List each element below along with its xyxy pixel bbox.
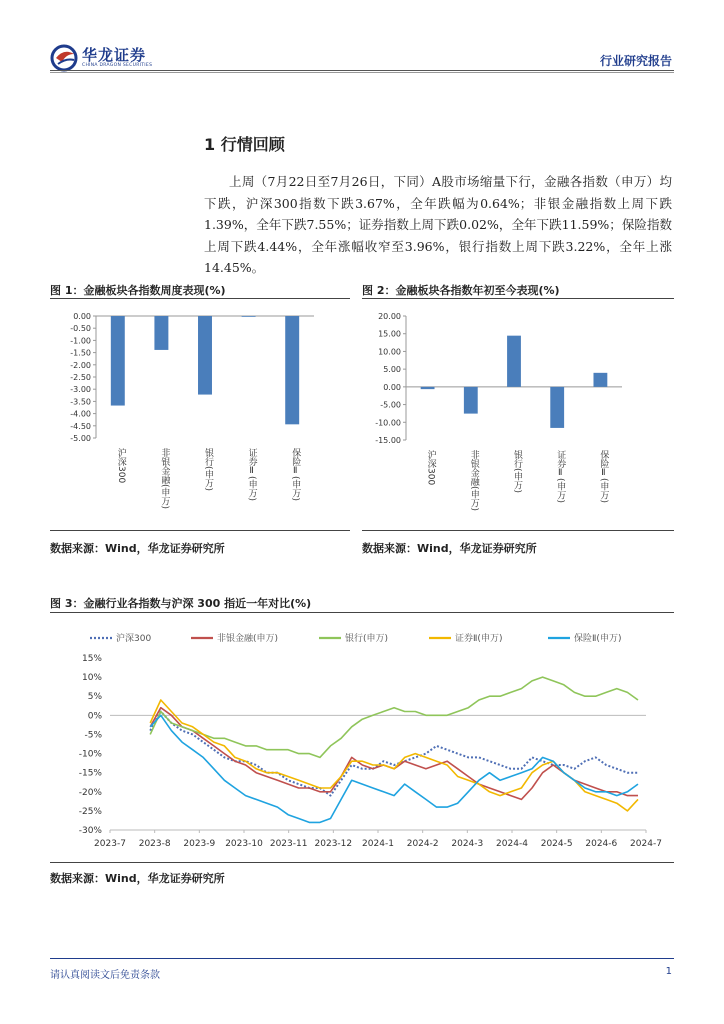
line-y-tick-label: -5%	[84, 730, 102, 741]
line-x-tick-label: 2023-9	[183, 839, 216, 849]
line-x-tick-label: 2024-2	[406, 839, 439, 849]
ytd-y-tick-label: -15.00	[375, 436, 401, 445]
ytd-y-tick-label: 10.00	[378, 347, 401, 357]
ytd-category-label: 沪深300	[425, 450, 436, 486]
ytd-bar-1	[421, 387, 435, 389]
line-x-tick-label: 2023-12	[314, 839, 353, 849]
line-x-tick-label: 2023-8	[138, 839, 171, 849]
report-type: 行业研究报告	[599, 54, 672, 68]
chart-weekly-performance	[50, 302, 350, 530]
ytd-category-label: 银行(申万)	[512, 450, 522, 494]
legend-item-3	[319, 632, 388, 644]
market-review-paragraph: 上周（7月22日至7月26日，下同）A股市场缩量下行，金融各指数（申万）均下跌，沪深300指数下跌3.67%，全年跌幅为0.64%；非银金融指数上周下跌1.39%，全年下跌7.55%；证券指数上周下跌0.02%，全年下跌11.59%；保险指数上周下跌4.44%，全年涨幅收窄至3.96%，银行指数上周下跌3.22%，全年上涨14.45%。	[204, 174, 672, 275]
line-y-tick-label: -20%	[78, 787, 102, 798]
ytd-bar-5	[593, 373, 607, 387]
ytd-bar-3	[507, 336, 521, 387]
legend-label: 非银金融(申万)	[217, 634, 279, 644]
ytd-y-tick-label: -5.00	[380, 400, 401, 410]
weekly-y-tick-label: -4.50	[70, 421, 91, 431]
line-x-tick-label: 2024-4	[496, 839, 528, 849]
weekly-category-label: 沪深300	[115, 448, 126, 484]
line-x-tick-label: 2023-7	[94, 839, 126, 849]
weekly-category-label: 银行(申万)	[203, 448, 213, 492]
weekly-bar-4	[242, 316, 256, 317]
weekly-bar-1	[111, 316, 125, 406]
chart-ytd-performance	[362, 302, 674, 530]
weekly-bar-5	[285, 316, 299, 424]
line-y-tick-label: 15%	[81, 654, 102, 664]
line-y-tick-label: 10%	[81, 673, 102, 684]
ytd-category-label: 保险Ⅱ(申万)	[598, 450, 609, 504]
figure3-rule	[50, 612, 674, 613]
legend-item-1	[90, 632, 151, 644]
line-x-tick-label: 2023-11	[269, 839, 308, 849]
line-x-tick-label: 2023-10	[225, 839, 263, 849]
chart-one-year-comparison	[50, 618, 674, 858]
figure1-rule	[50, 298, 350, 299]
ytd-y-tick-label: 5.00	[383, 365, 401, 375]
weekly-y-tick-label: -2.00	[70, 360, 91, 370]
line-x-tick-label: 2024-7	[630, 839, 662, 849]
line-x-tick-label: 2024-5	[540, 839, 573, 849]
footer-disclaimer: 请认真阅读文后免责条款	[50, 970, 160, 981]
ytd-bar-4	[550, 387, 564, 428]
weekly-y-tick-label: -2.50	[70, 373, 91, 382]
header-divider	[50, 70, 674, 71]
weekly-y-tick-label: 0.00	[73, 312, 91, 321]
logo-icon	[50, 44, 80, 72]
line-y-tick-label: -25%	[78, 806, 102, 817]
weekly-y-tick-label: -3.00	[70, 385, 91, 395]
figure2-title: 图 2：金融板块各指数年初至今表现(%)	[362, 284, 560, 297]
weekly-y-tick-label: -5.00	[70, 434, 91, 443]
weekly-y-tick-label: -0.50	[70, 324, 91, 334]
series-line-4	[150, 700, 638, 811]
legend-item-2	[191, 632, 278, 644]
ytd-category-label: 证券Ⅱ(申万)	[555, 450, 566, 504]
weekly-category-label: 非银金融(申万)	[159, 448, 170, 510]
header-divider-secondary	[50, 72, 674, 73]
ytd-bar-2	[464, 387, 478, 414]
figure2-source: 数据来源：Wind，华龙证券研究所	[362, 542, 537, 555]
ytd-y-tick-label: -10.00	[375, 418, 401, 428]
weekly-bar-2	[154, 316, 168, 350]
line-y-tick-label: 0%	[87, 711, 102, 722]
figure1-title: 图 1：金融板块各指数周度表现(%)	[50, 284, 226, 297]
line-y-tick-label: -30%	[78, 826, 102, 836]
legend-item-4	[429, 632, 502, 644]
legend-item-5	[548, 632, 621, 644]
footer-divider	[50, 958, 674, 959]
figure3-title: 图 3：金融行业各指数与沪深 300 指近一年对比(%)	[50, 597, 312, 610]
series-line-2	[150, 708, 638, 800]
section-title: 1 行情回顾	[204, 135, 285, 154]
line-x-tick-label: 2024-3	[451, 839, 484, 849]
figure2-rule	[362, 298, 674, 299]
line-y-tick-label: -10%	[78, 749, 102, 760]
weekly-y-tick-label: -3.50	[70, 397, 91, 407]
ytd-y-tick-label: 15.00	[378, 329, 401, 339]
ytd-category-label: 非银金融(申万)	[468, 450, 479, 512]
line-y-tick-label: -15%	[78, 768, 102, 779]
page-number: 1	[665, 966, 672, 977]
legend-label: 证券Ⅱ(申万)	[455, 634, 503, 644]
weekly-y-tick-label: -1.00	[70, 336, 91, 346]
line-x-tick-label: 2024-1	[362, 839, 394, 849]
weekly-y-tick-label: -4.00	[70, 409, 91, 419]
legend-label: 沪深300	[116, 634, 152, 644]
legend-label: 保险Ⅱ(申万)	[574, 634, 622, 644]
weekly-category-label: 保险Ⅱ(申万)	[290, 448, 301, 502]
line-y-tick-label: 5%	[87, 692, 102, 703]
figure2-bottom-rule	[362, 530, 674, 531]
weekly-y-tick-label: -1.50	[70, 348, 91, 358]
figure1-source: 数据来源：Wind，华龙证券研究所	[50, 542, 225, 555]
logo-text: 华龙证券	[82, 46, 147, 64]
legend-label: 银行(申万)	[345, 634, 389, 644]
weekly-category-label: 证券Ⅱ(申万)	[246, 448, 257, 502]
figure3-bottom-rule	[50, 862, 674, 863]
figure1-bottom-rule	[50, 530, 350, 531]
ytd-y-tick-label: 0.00	[383, 382, 401, 392]
line-x-tick-label: 2024-6	[585, 839, 618, 849]
logo-subtext: CHINA DRAGON SECURITIES	[82, 63, 153, 68]
weekly-bar-3	[198, 316, 212, 395]
figure3-source: 数据来源：Wind，华龙证券研究所	[50, 872, 225, 885]
ytd-y-tick-label: 20.00	[378, 312, 401, 321]
